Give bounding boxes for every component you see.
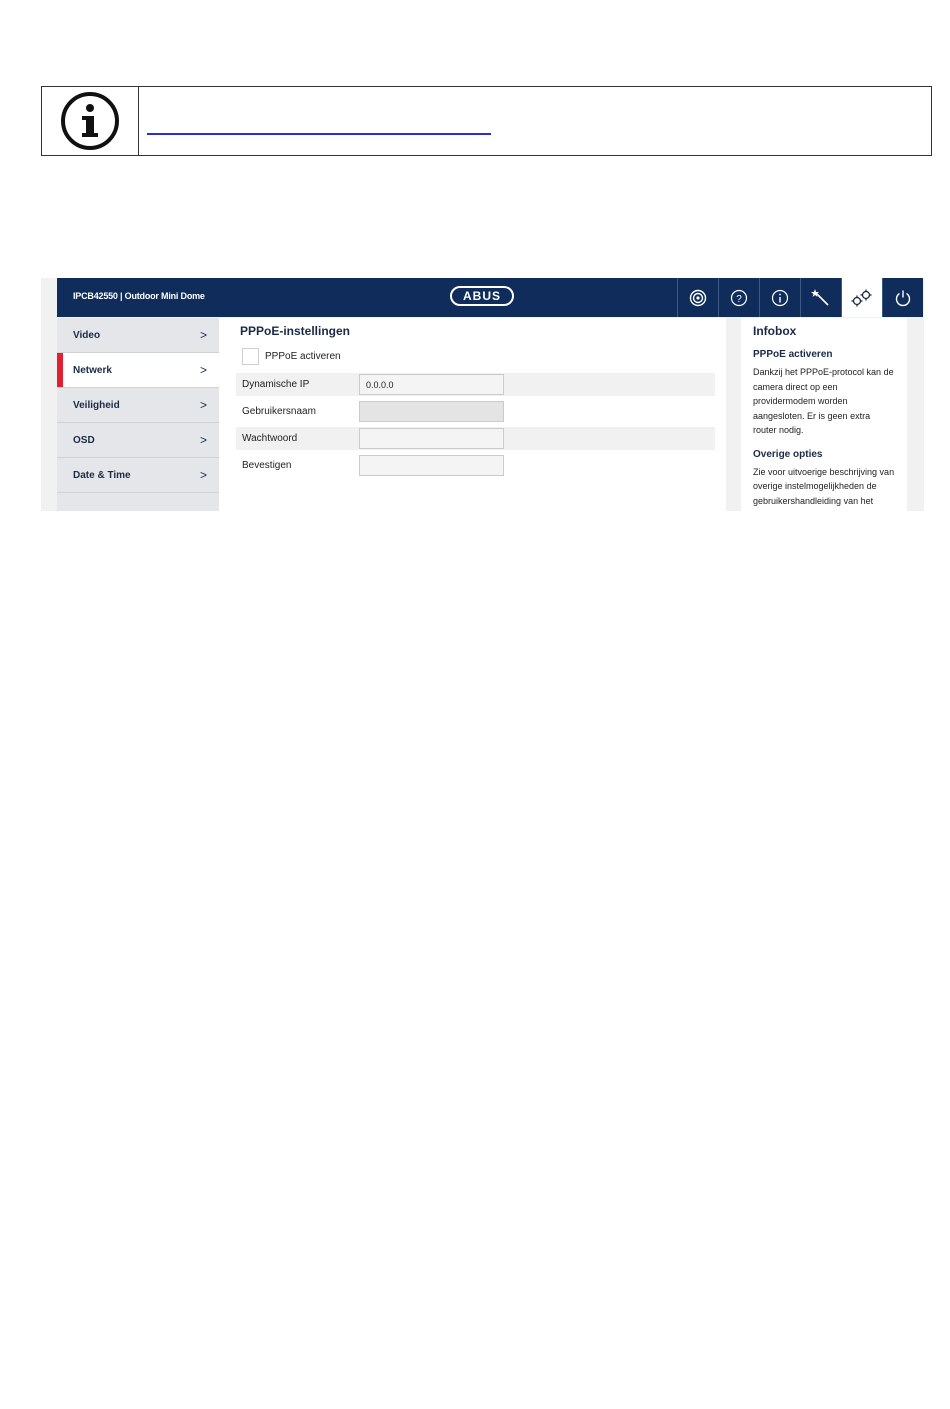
field-label: Dynamische IP — [242, 379, 310, 390]
top-bar — [57, 278, 923, 317]
chevron-right-icon: > — [199, 468, 207, 482]
note-link[interactable] — [147, 120, 491, 135]
sidebar-item-veiligheid[interactable] — [57, 388, 219, 423]
sidebar-item-label: Netwerk — [73, 364, 112, 376]
chevron-right-icon: > — [199, 363, 207, 377]
sidebar-item-video[interactable] — [57, 318, 219, 353]
sidebar — [57, 318, 219, 511]
sidebar-item-label: Veiligheid — [73, 399, 120, 411]
sidebar-item-label: Date & Time — [73, 469, 131, 481]
infobox-section-title: PPPoE activeren — [753, 349, 833, 360]
page-title: PPPoE-instellingen — [240, 324, 351, 338]
infobox-section-text: Zie voor uitvoerige beschrijving van overige instelmogelijkheden de gebruikershandleiding van het — [753, 466, 895, 506]
svg-text:?: ? — [736, 293, 742, 305]
note-icon-cell — [42, 87, 139, 155]
sidebar-item-date-time[interactable] — [57, 458, 219, 493]
form-row-confirm — [236, 454, 715, 477]
password-field[interactable] — [359, 428, 504, 449]
infobox — [741, 318, 907, 511]
chevron-right-icon: > — [199, 328, 207, 342]
wizard-icon — [811, 289, 831, 307]
pppoe-enable-label: PPPoE activeren — [265, 351, 341, 362]
help-button[interactable] — [718, 278, 759, 317]
sidebar-item-netwerk[interactable] — [57, 353, 219, 388]
settings-button[interactable] — [841, 278, 882, 317]
field-label: Gebruikersnaam — [242, 406, 316, 417]
field-label: Bevestigen — [242, 460, 292, 471]
info-icon — [60, 91, 120, 151]
wizard-button[interactable] — [800, 278, 841, 317]
abus-logo: ABUS — [450, 286, 514, 306]
form-row-username — [236, 400, 715, 423]
infobox-section-text: Dankzij het PPPoE-protocol kan de camera direct op een providermodem worden aangesloten. Er is geen extra router nodig. — [753, 367, 894, 435]
power-icon — [894, 289, 912, 307]
main-panel — [219, 318, 726, 511]
sidebar-item-osd[interactable] — [57, 423, 219, 458]
sidebar-item-label: Video — [73, 329, 101, 341]
field-label: Wachtwoord — [242, 433, 298, 444]
chevron-right-icon: > — [199, 398, 207, 412]
camera-icon — [689, 289, 707, 307]
infobox-section-title: Overige opties — [753, 448, 823, 460]
logout-button[interactable] — [882, 278, 923, 317]
device-title: IPCB42550 | Outdoor Mini Dome — [73, 291, 205, 301]
chevron-right-icon: > — [199, 433, 207, 447]
username-field[interactable] — [359, 401, 504, 422]
confirm-password-field[interactable] — [359, 455, 504, 476]
sidebar-item-label: OSD — [73, 434, 95, 446]
pppoe-enable-row — [242, 348, 341, 365]
infobox-title: Infobox — [753, 324, 797, 338]
live-view-button[interactable] — [677, 278, 718, 317]
form-row-dynamic-ip — [236, 373, 715, 396]
info-button[interactable] — [759, 278, 800, 317]
toolbar-icons — [677, 278, 923, 317]
dynamic-ip-field[interactable]: 0.0.0.0 — [359, 374, 504, 395]
pppoe-enable-checkbox[interactable] — [242, 348, 259, 365]
info-icon — [771, 289, 789, 307]
help-icon — [730, 289, 748, 307]
settings-icon — [850, 289, 874, 307]
form-row-password — [236, 427, 715, 450]
camera-web-ui-screenshot — [41, 278, 924, 511]
